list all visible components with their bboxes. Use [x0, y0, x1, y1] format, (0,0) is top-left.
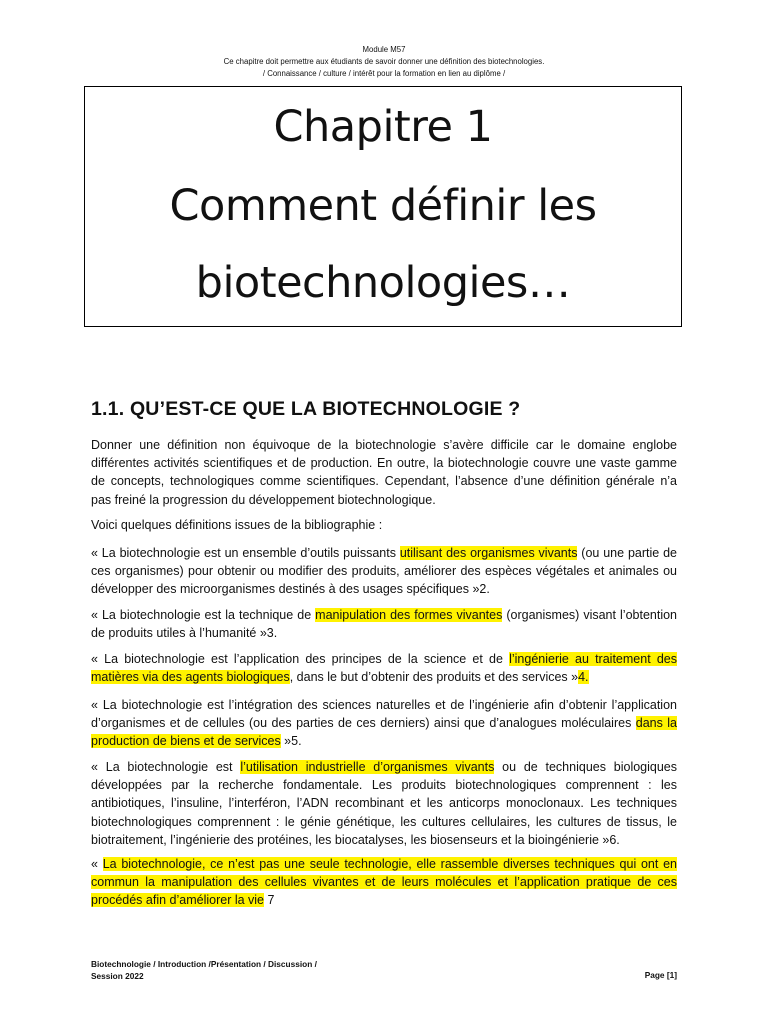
definition-1	[91, 544, 677, 599]
definition-1-highlight: utilisant des organismes vivants	[399, 546, 578, 560]
definition-2	[91, 606, 677, 642]
chapter-title-box	[84, 86, 682, 327]
definition-1-text-start: « La biotechnologie est un ensemble d’outils puissants	[91, 546, 400, 560]
chapter-title-line-2: biotechnologies…	[195, 258, 571, 308]
chapter-objective: Ce chapitre doit permettre aux étudiants de savoir donner une définition des biotechnologies.	[223, 57, 545, 66]
footer-session: Session 2022	[91, 971, 144, 981]
definition-3-highlight: l’ingénierie au traitement des matières via des agents biologiques	[91, 652, 677, 685]
header-tags: / Connaissance / culture / intérêt pour la formation en lien au diplôme /	[262, 69, 506, 78]
definition-2-text-start: « La biotechnologie est la technique de	[91, 608, 316, 622]
definition-4-text-start: « La biotechnologie est l’intégration des sciences naturelles et de l’ingénierie afin d’obtenir l’application d’organismes et de cellules (ou des parties de ces derniers) ainsi que d’analogues moléculaires	[91, 698, 677, 731]
definition-3-text-start: « La biotechnologie est l’application des principes de la science et de	[91, 652, 510, 666]
definition-4-text-end: »5.	[280, 734, 302, 749]
definition-3-text-end: , dans le but d’obtenir des produits et des services »	[289, 670, 579, 685]
page-header	[0, 44, 768, 80]
definition-6-text-end: 7	[264, 893, 275, 908]
definition-2-text-end: (organismes) visant l’obtention de produits utiles à l’humanité »3.	[91, 608, 677, 641]
definition-3-ref-highlight: 4.	[578, 670, 589, 685]
definition-3	[91, 650, 677, 686]
page-number: Page [1]	[644, 970, 677, 980]
section-heading: 1.1. QU’EST-CE QUE LA BIOTECHNOLOGIE ?	[91, 398, 521, 420]
footer-course-line: Biotechnologie / Introduction /Présentation / Discussion /	[91, 959, 317, 969]
chapter-title-line-1: Comment définir les	[169, 181, 597, 231]
definition-6	[91, 855, 677, 910]
chapter-number: Chapitre 1	[273, 102, 493, 152]
definition-2-highlight: manipulation des formes vivantes	[315, 608, 503, 622]
module-label: Module M57	[362, 45, 406, 54]
definition-5-text-end: ou de techniques biologiques développées par la recherche fondamentale. Les produits biotechnologiques comprennent : les antibiotiques, l’insuline, l’interféron, l’ADN recombinant et les anticorps monoclonaux. Les techniques biotechnologiques comprennent : le génie génétique, les cultures cellulaires, les cultures de tissus, le biotraitement, l’ingénierie des protéines, les biocatalyses, les biosenseurs et la bioingénierie »6.	[91, 760, 678, 847]
definition-5-highlight: l’utilisation industrielle d’organismes vivants	[240, 760, 495, 774]
definitions-lead: Voici quelques définitions issues de la bibliographie :	[91, 518, 383, 532]
definition-5	[91, 758, 677, 849]
definition-5-text-start: « La biotechnologie est	[91, 760, 241, 774]
definition-6-text-start: «	[91, 857, 103, 871]
definition-4	[91, 696, 677, 751]
definition-1-text-end: (ou une partie de ces organismes) pour obtenir ou modifier des produits, améliorer des espèces végétales et animales ou développer des microorganismes destinés à des usages spécifiques »2.	[91, 546, 677, 597]
page-footer	[91, 958, 317, 982]
definition-6-highlight: La biotechnologie, ce n’est pas une seule technologie, elle rassemble diverses techniques qui ont en commun la manipulation des cellules vivantes et de leurs molécules et l’application pratique de ces procédés afin d’améliorer la vie	[91, 857, 677, 908]
definition-4-highlight: dans la production de biens et de services	[91, 716, 678, 749]
intro-paragraph: Donner une définition non équivoque de la biotechnologie s’avère difficile car le domaine englobe différentes activités scientifiques et de production. En outre, la biotechnologie couvre une vaste gamme de concepts, technologiques comme scientifiques. Cependant, l’absence d’une définition générale n’a pas freiné la progression du développement biotechnologique.	[91, 438, 677, 507]
